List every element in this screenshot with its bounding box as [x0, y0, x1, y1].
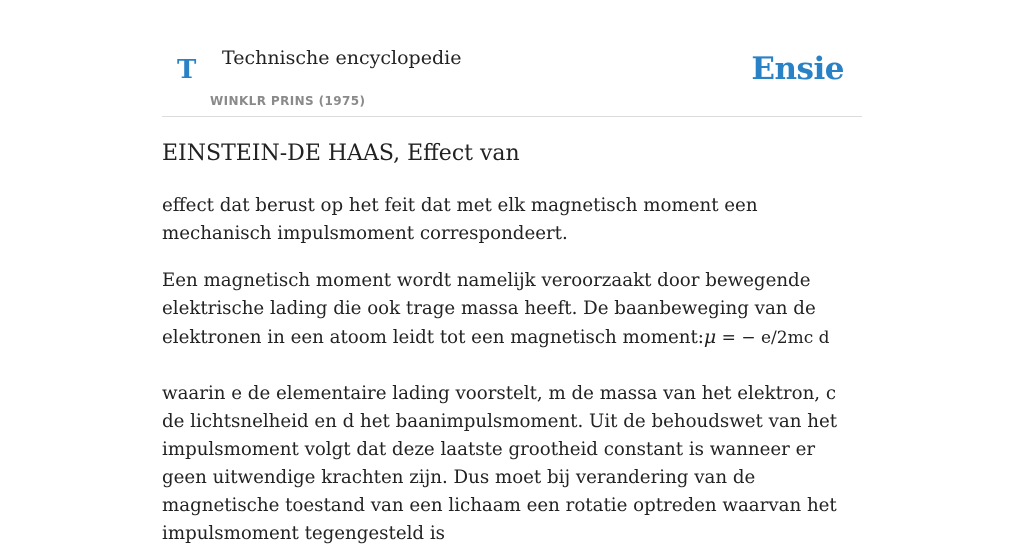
- encyclopedia-title-link[interactable]: Technische encyclopedie: [222, 47, 462, 69]
- ensie-logo-link[interactable]: Ensie: [751, 51, 844, 87]
- article-paragraph-2: [162, 267, 862, 352]
- formula: [704, 328, 830, 348]
- formula-expression: = − e/2mc d: [716, 328, 830, 348]
- article-title: EINSTEIN-DE HAAS, Effect van: [162, 141, 520, 166]
- encyclopedia-header: [162, 0, 862, 117]
- encyclopedia-subtitle: WINKLR PRINS (1975): [210, 94, 366, 108]
- encyclopedia-icon[interactable]: T: [177, 55, 197, 85]
- formula-symbol-mu: μ: [703, 326, 717, 348]
- paragraph-2-text: Een magnetisch moment wordt namelijk veroorzaakt door bewegende elektrische lading die ook trage massa heeft. De baanbeweging van de elektronen in een atoom leidt tot een magnetisch moment:: [162, 270, 816, 348]
- article-content: [162, 138, 862, 548]
- article-paragraph-1: effect dat berust op het feit dat met elk magnetisch moment een mechanisch impulsmoment correspondeert.: [162, 195, 758, 244]
- article-paragraph-3: waarin e de elementaire lading voorstelt, m de massa van het elektron, c de lichtsnelheid en d het baanimpulsmoment. Uit de behoudswet van het impulsmoment volgt dat deze laatste grootheid constant is wanneer er geen uitwendige krachten zijn. Dus moet bij verandering van de magnetische toestand van een lichaam een rotatie optreden waarvan het impulsmoment tegengesteld is: [162, 383, 838, 544]
